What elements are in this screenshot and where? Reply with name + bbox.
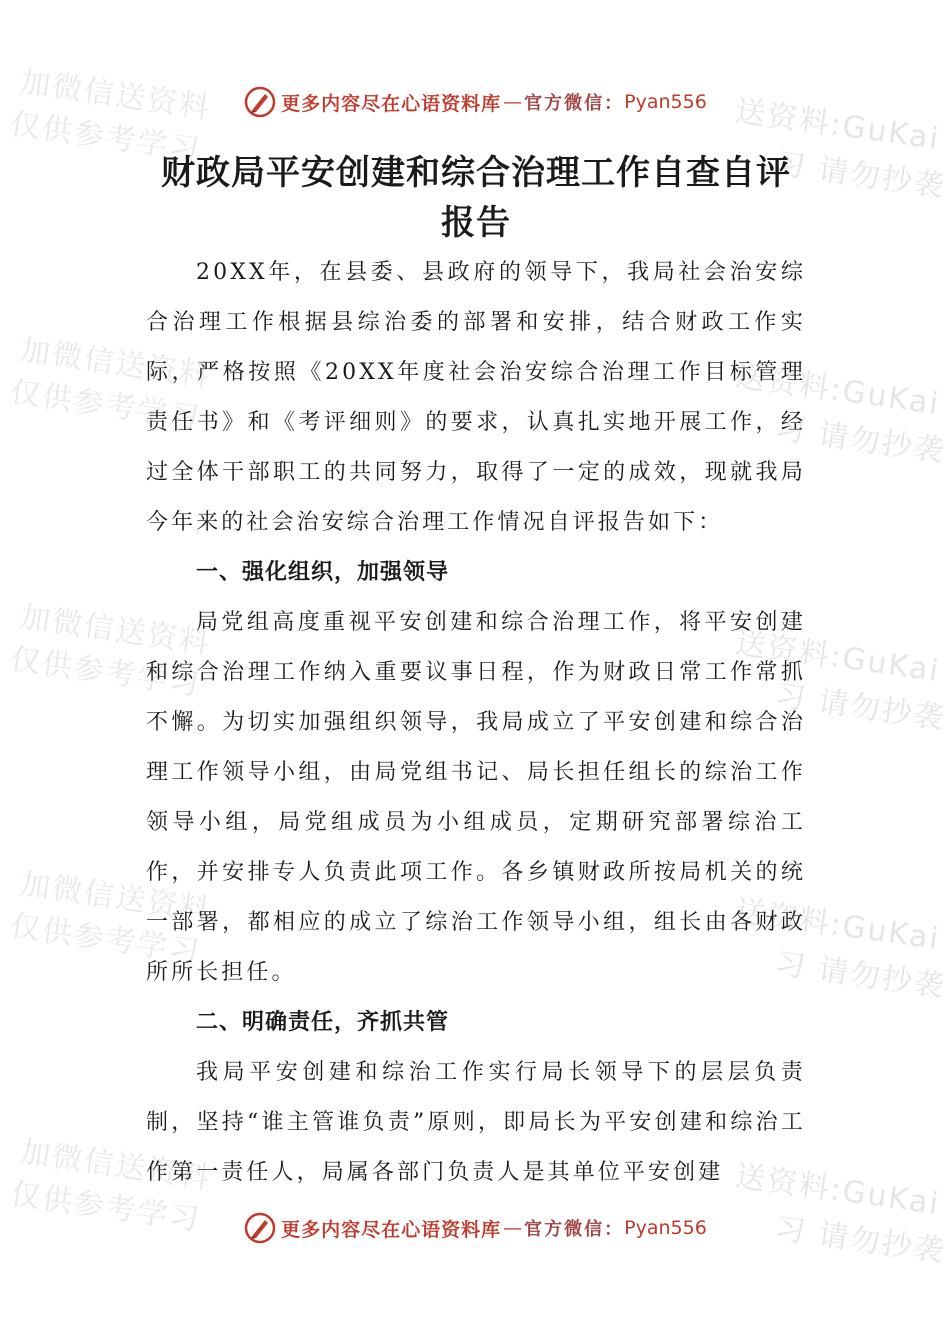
document-title (126, 148, 826, 248)
watermark-right-5b: 习 请勿抄袭 (772, 1211, 948, 1270)
watermark-right-4a: 送资料:GuKai (733, 893, 943, 958)
watermark-left-5b: 仅供参考学习 (8, 1176, 204, 1239)
watermark-right-2b: 习 请勿抄袭 (772, 411, 948, 470)
banner-contact-handle: Pyan556 (624, 1217, 707, 1239)
pen-logo-icon (243, 85, 277, 119)
watermark-right-1b: 习 请勿抄袭 (772, 146, 948, 205)
watermark-right-5a: 送资料:GuKai (733, 1158, 943, 1223)
watermark-left-3a: 加微信送资料 (18, 599, 214, 662)
banner-separator: — (503, 1217, 523, 1239)
watermark-left-2b: 仅供参考学习 (8, 374, 204, 437)
watermark-left-3b: 仅供参考学习 (8, 641, 204, 704)
title-line-2: 报告 (441, 203, 511, 243)
banner-separator: — (503, 91, 523, 113)
pen-logo-icon (243, 1211, 277, 1245)
watermark-right-2a: 送资料:GuKai (733, 358, 943, 423)
watermark-right-3a: 送资料:GuKai (733, 625, 943, 690)
watermark-left-4b: 仅供参考学习 (8, 908, 204, 971)
section-1-paragraph: 局党组高度重视平安创建和综合治理工作，将平安创建和综合治理工作纳入重要议事日程，作为财政日常工作常抓不懈。为切实加强组织领导，我局成立了平安创建和综合治理工作领导小组，由局党组书记、局长担任组长的综治工作领导小组，局党组成员为小组成员，定期研究部署综治工作，并安排专人负责此项工作。各乡镇财政所按局机关的统一部署，都相应的成立了综治工作领导小组，组长由各财政所所长担任。 (146, 610, 806, 985)
watermark-left-1b: 仅供参考学习 (8, 106, 204, 169)
watermark-right-4b: 习 请勿抄袭 (772, 946, 948, 1005)
banner-site-text: 更多内容尽在心语资料库 (281, 1218, 502, 1241)
banner-site-text: 更多内容尽在心语资料库 (281, 92, 502, 115)
header-banner (0, 82, 950, 122)
document-body (146, 148, 806, 1198)
watermark-right-3b: 习 请勿抄袭 (772, 678, 948, 737)
title-line-1: 财政局平安创建和综合治理工作自查自评 (161, 153, 791, 193)
section-2-heading: 二、明确责任，齐抓共管 (196, 1010, 450, 1035)
section-2-paragraph: 我局平安创建和综治工作实行局长领导下的层层负责制，坚持“谁主管谁负责”原则，即局长为平安创建和综治工作第一责任人，局属各部门负责人是其单位平安创建 (146, 1060, 806, 1185)
watermark-left-4a: 加微信送资料 (18, 866, 214, 929)
banner-contact-label: 官方微信： (524, 93, 625, 114)
intro-paragraph: 20XX年，在县委、县政府的领导下，我局社会治安综合治理工作根据县综治委的部署和安排，结合财政工作实际，严格按照《20XX年度社会治安综合治理工作目标管理责任书》和《考评细则》的要求，认真扎实地开展工作，经过全体干部职工的共同努力，取得了一定的成效，现就我局今年来的社会治安综合治理工作情况自评报告如下： (146, 260, 806, 535)
section-1-heading: 一、强化组织，加强领导 (196, 560, 450, 585)
watermark-left-2a: 加微信送资料 (18, 332, 214, 395)
watermark-left-1a: 加微信送资料 (18, 64, 214, 127)
banner-contact-label: 官方微信： (524, 1219, 625, 1240)
footer-banner (0, 1208, 950, 1248)
watermark-left-5a: 加微信送资料 (18, 1134, 214, 1197)
banner-contact-handle: Pyan556 (624, 91, 707, 113)
watermark-right-1a: 送资料:GuKai (733, 93, 943, 158)
